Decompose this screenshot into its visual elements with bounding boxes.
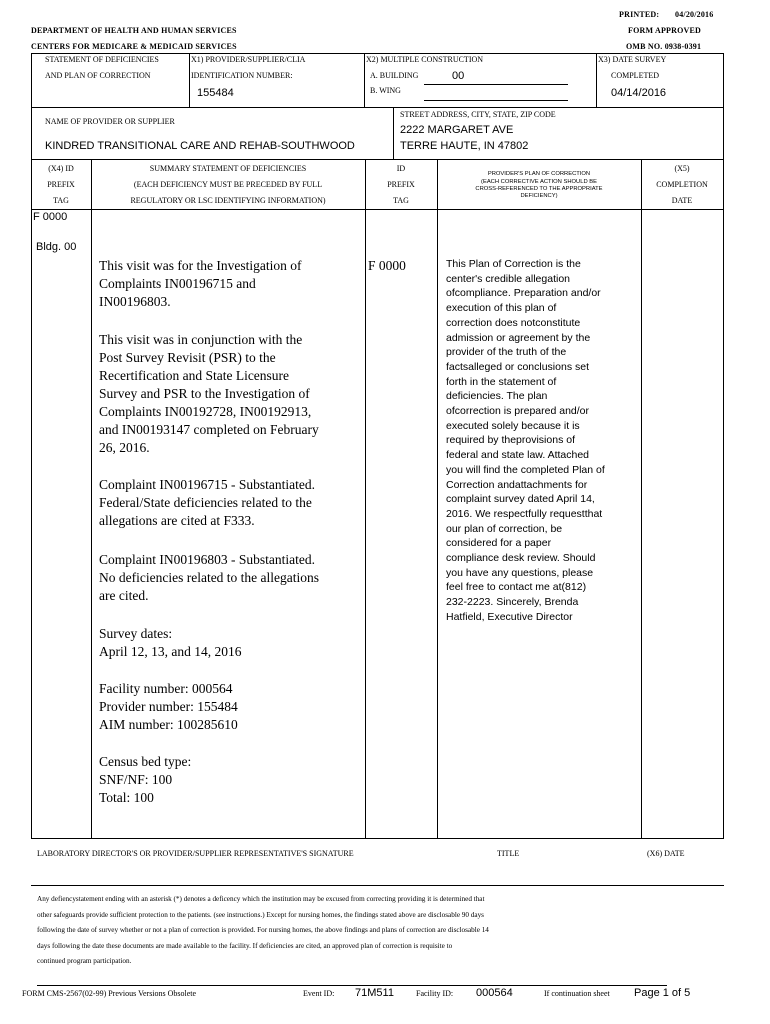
statement-label-1: STATEMENT OF DEFICIENCIES: [45, 55, 159, 64]
building-label: A. BUILDING: [370, 71, 419, 80]
divider-id: [437, 160, 438, 839]
wing-label: B. WING: [370, 86, 401, 95]
x3-label: X3) DATE SURVEY: [598, 55, 667, 64]
divider-poc: [641, 160, 642, 839]
address-line-1: 2222 MARGARET AVE: [400, 124, 514, 136]
divider-x1: [189, 53, 190, 108]
provider-name-label: NAME OF PROVIDER OR SUPPLIER: [45, 117, 175, 126]
x4-header-2: PREFIX: [47, 180, 75, 189]
printed-date: 04/20/2016: [675, 10, 714, 19]
x4-header-3: TAG: [53, 196, 69, 205]
x5-header-2: COMPLETION: [656, 180, 708, 189]
omb-number: OMB NO. 0938-0391: [626, 42, 702, 51]
left-border-body: [31, 160, 32, 839]
signature-bottom-rule: [31, 885, 724, 886]
row2-bottom: [31, 159, 724, 160]
form-approved-label: FORM APPROVED: [628, 26, 702, 35]
divider-x2: [364, 53, 365, 108]
building-value: 00: [452, 70, 465, 82]
facility-id-label: Facility ID:: [416, 989, 454, 998]
provider-name: KINDRED TRANSITIONAL CARE AND REHAB-SOUTHWOOD: [45, 140, 355, 152]
plan-of-correction-text: This Plan of Correction is the center's credible allegation ofcompliance. Preparation and/or execution of this plan of correction does notconstitute admission or agreement by the provider of the truth of the factsalleged or conclusions set forth in the statement of deficiencies. The plan ofcorrection is prepared and/or executed solely because it is required by theprovisions of federal and state law. Attached you will find the completed Plan of Correction andattachments for complaint survey dated April 14, 2016. We respectfully requestthat our plan of correction, be considered for a paper compliance desk review. Should you have any questions, please feel free to contact me at(812) 232-2223. Sincerely, Brenda Hatfield, Executive Director: [446, 258, 605, 623]
address-label: STREET ADDRESS, CITY, STATE, ZIP CODE: [400, 110, 556, 119]
summary-paragraph: Survey dates: April 12, 13, and 14, 2016: [99, 626, 242, 659]
disclaimer-text: Any defiencystatement ending with an asterisk (*) denotes a deficency which the institution may be excused from correcting providing it is determined that other safeguards provide sufficient protection to the patients. (see instructions.) Except for nursing homes, the findings stated above are disclosable 90 days following the date of survey whether or not a plan of correction is provided. For nursing homes, the above findings and plans of correction are disclosable 14 days following the date these documents are made available to the facility. If deficiencies are cited, an approved plan of correction is requisite to continued program participation.: [37, 895, 489, 965]
building-underline: [424, 84, 568, 85]
event-id-value: 71M511: [355, 987, 394, 999]
summary-header-3: REGULATORY OR LSC IDENTIFYING INFORMATION): [130, 196, 326, 205]
body-bottom: [31, 838, 724, 839]
building-reference: Bldg. 00: [36, 241, 77, 253]
poc-header-3: CROSS-REFERENCED TO THE APPROPRIATE: [475, 186, 603, 192]
page-number: Page 1 of 5: [634, 987, 691, 999]
top-border: [31, 53, 724, 54]
header-row-bottom: [31, 209, 724, 210]
department-name: DEPARTMENT OF HEALTH AND HUMAN SERVICES: [31, 26, 237, 35]
id-header-1: ID: [396, 164, 406, 173]
divider-x4: [91, 160, 92, 839]
summary-header-2: (EACH DEFICIENCY MUST BE PRECEDED BY FULL: [133, 180, 323, 189]
x1-label: X1) PROVIDER/SUPPLIER/CLIA: [191, 55, 306, 64]
summary-header-1: SUMMARY STATEMENT OF DEFICIENCIES: [149, 164, 307, 173]
summary-paragraph: This visit was for the Investigation of Complaints IN00196715 and IN00196803.: [99, 258, 302, 309]
x5-header-1: (X5): [674, 164, 690, 173]
deficiency-tag-left: F 0000: [33, 211, 68, 223]
facility-id-value: 000564: [476, 987, 513, 999]
summary-paragraph: Complaint IN00196803 - Substantiated. No deficiencies related to the allegations are cited.: [99, 552, 320, 603]
left-border-top: [31, 53, 32, 108]
survey-date-value: 04/14/2016: [611, 87, 667, 99]
row1-bottom: [31, 107, 724, 108]
wing-underline: [424, 100, 568, 101]
x6-date-label: (X6) DATE: [647, 849, 685, 858]
provider-id-value: 155484: [197, 87, 234, 99]
continuation-label: If continuation sheet: [544, 989, 610, 998]
summary-paragraph: Census bed type: SNF/NF: 100 Total: 100: [99, 754, 192, 805]
x4-header-1: (X4) ID: [48, 164, 74, 173]
summary-paragraph: Complaint IN00196715 - Substantiated. Federal/State deficiencies related to the allegations are cited at F333.: [99, 477, 315, 528]
divider-x3: [596, 53, 597, 108]
divider-address: [393, 107, 394, 160]
poc-header-4: DEFICIENCY): [520, 193, 558, 199]
deficiency-tag-right: F 0000: [368, 258, 406, 273]
agency-name: CENTERS FOR MEDICARE & MEDICAID SERVICES: [31, 42, 237, 51]
right-border: [723, 53, 724, 839]
signature-label: LABORATORY DIRECTOR'S OR PROVIDER/SUPPLIER REPRESENTATIVE'S SIGNATURE: [37, 849, 354, 858]
form-identifier: FORM CMS-2567(02-99) Previous Versions Obsolete: [22, 989, 197, 998]
statement-label-2: AND PLAN OF CORRECTION: [45, 71, 151, 80]
printed-label: PRINTED:: [619, 10, 660, 19]
x1-label-2: IDENTIFICATION NUMBER:: [191, 71, 293, 80]
x5-header-3: DATE: [671, 196, 693, 205]
x2-label: X2) MULTIPLE CONSTRUCTION: [366, 55, 484, 64]
poc-header-2: (EACH CORRECTIVE ACTION SHOULD BE: [481, 179, 597, 185]
id-header-2: PREFIX: [387, 180, 415, 189]
poc-header-1: PROVIDER'S PLAN OF CORRECTION: [487, 171, 591, 177]
address-line-2: TERRE HAUTE, IN 47802: [400, 140, 529, 152]
divider-summary: [365, 160, 366, 839]
id-header-3: TAG: [393, 196, 409, 205]
event-id-label: Event ID:: [303, 989, 335, 998]
disclaimer-rule: [37, 985, 667, 986]
x3-label-2: COMPLETED: [611, 71, 659, 80]
summary-paragraph: Facility number: 000564 Provider number: 155484 AIM number: 100285610: [99, 681, 238, 732]
title-label: TITLE: [497, 849, 520, 858]
summary-paragraph: This visit was in conjunction with the Post Survey Revisit (PSR) to the Recertification and State Licensure Survey and PSR to the Investigation of Complaints IN00192728, IN00192913, and IN00193147 completed on February 26, 2016.: [99, 332, 319, 455]
left-border-provider: [31, 107, 32, 160]
